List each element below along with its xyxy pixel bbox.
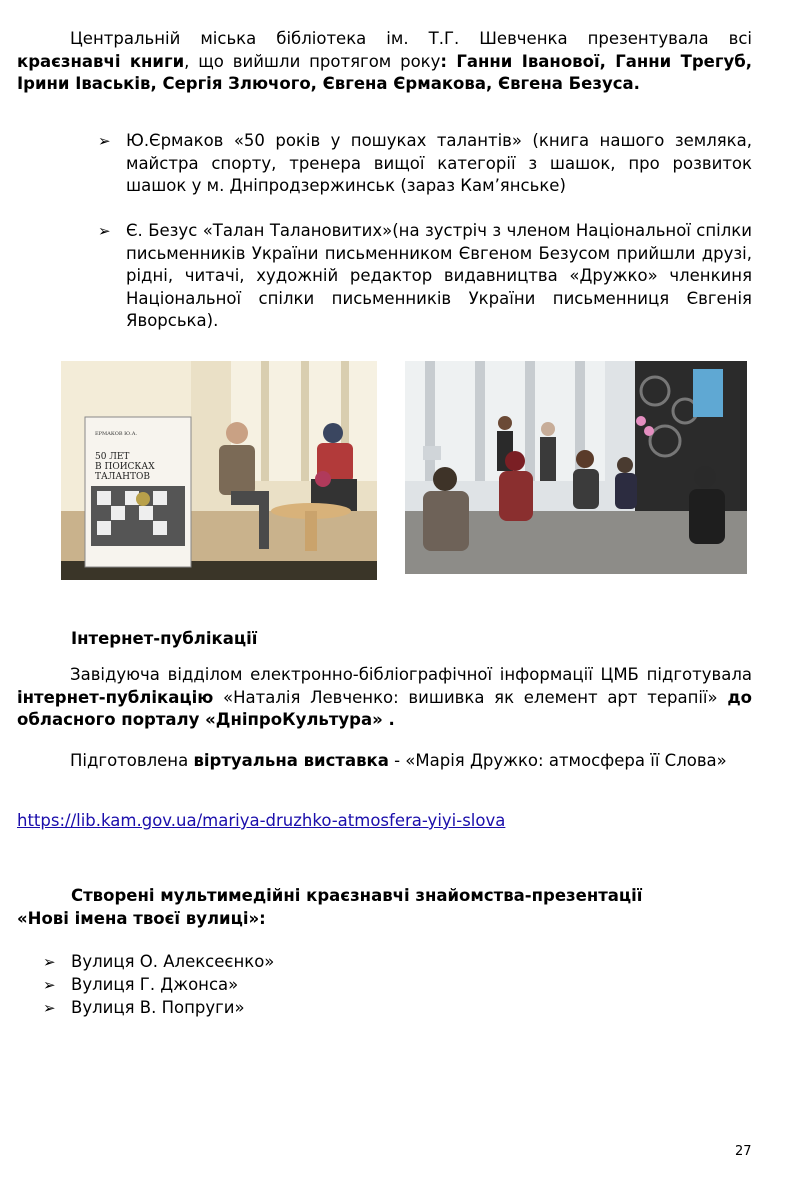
virtual-exhibition-paragraph — [17, 750, 752, 773]
streets-heading-line-1: Створені мультимедійні краєзнавчі знайомства-презентації — [71, 886, 643, 905]
internet-bold-publication: інтернет-публікацію — [17, 687, 214, 707]
book-item-bezus — [98, 220, 752, 333]
book-title-line-2: В ПОИСКАХ — [95, 462, 155, 472]
book-item-text: Є. Безус «Талан Талановитих»(на зустріч з членом Національної спілки письменників України письменником Євгеном Безусом прийшли друзі, рідні, читачі, художній редактор видавництва «Дружко» членкиня Національної спілки письменників України письменниця Євгенія Яворська). — [126, 221, 752, 330]
exhibition-text: Підготовлена — [70, 751, 194, 770]
internet-publication-paragraph — [17, 664, 752, 732]
internet-text: Завідуюча відділом електронно-бібліографічної інформації ЦМБ підготувала — [70, 665, 752, 684]
photo-meeting-audience-image — [405, 361, 747, 574]
street-item — [43, 997, 245, 1020]
arrow-bullet-icon: ➢ — [98, 132, 111, 150]
street-item-text: Вулиця Г. Джонса» — [71, 975, 239, 994]
photo-meeting-audience — [405, 361, 747, 574]
exhibition-text-2: - «Марія Дружко: атмосфера її Слова» — [388, 751, 727, 770]
book-title-line-3: ТАЛАНТОВ — [95, 472, 150, 482]
book-author-label: ЕРМАКОВ Ю.А. — [95, 431, 138, 437]
photo-book-presentation-image — [61, 361, 377, 580]
streets-heading-line-2: «Нові імена твоєї вулиці»: — [17, 909, 266, 928]
book-item-text: Ю.Єрмаков «50 років у пошуках талантів» (книга нашого земляка, майстра спорту, тренера вищої категорії з шашок, про розвиток шашок у м. Дніпродзержинськ (зараз Кам’янське) — [126, 131, 752, 195]
exhibition-bold: віртуальна виставка — [193, 751, 389, 770]
street-item-text: Вулиця О. Алексеєнко» — [71, 952, 275, 971]
arrow-bullet-icon: ➢ — [98, 222, 111, 240]
internet-text-2: «Наталія Левченко: вишивка як елемент арт терапії» — [213, 687, 728, 707]
arrow-bullet-icon: ➢ — [43, 953, 56, 971]
intro-paragraph — [17, 28, 752, 96]
intro-bold-authors: : Ганни Іванової, Ганни Трегуб, Ірини Іваськів, Сергія Злючого, Євгена Єрмакова, Євгена Безуса. — [17, 51, 752, 93]
book-title-line-1: 50 ЛЕТ — [95, 452, 130, 462]
internet-bold-portal: до обласного порталу «ДніпроКультура» . — [17, 687, 752, 729]
arrow-bullet-icon: ➢ — [43, 999, 56, 1017]
arrow-bullet-icon: ➢ — [43, 976, 56, 994]
photo-book-presentation — [61, 361, 377, 580]
intro-text: Центральній міська бібліотека ім. Т.Г. Шевченка презентувала всі — [70, 29, 752, 48]
intro-text-2: , що вийшли протягом року — [184, 51, 441, 71]
street-item — [43, 951, 274, 974]
street-item — [43, 974, 238, 997]
exhibition-link[interactable]: https://lib.kam.gov.ua/mariya-druzhko-atmosfera-yiyi-slova — [17, 811, 506, 830]
book-item-ermakov — [98, 130, 752, 198]
intro-bold-books: краєзнавчі книги — [17, 51, 185, 71]
page-number: 27 — [735, 1144, 752, 1159]
street-item-text: Вулиця В. Попруги» — [71, 998, 245, 1017]
internet-publications-heading: Інтернет-публікації — [71, 629, 258, 648]
